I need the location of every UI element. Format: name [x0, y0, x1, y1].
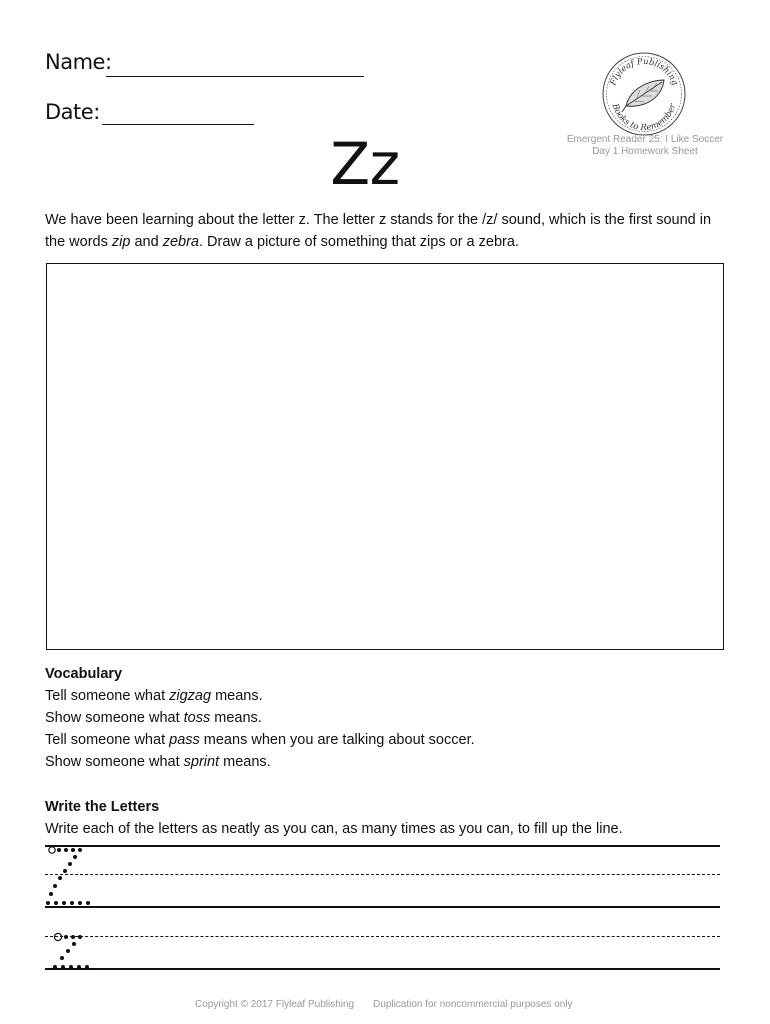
- date-label: Date:: [45, 100, 100, 124]
- lowercase-z-tracing-icon: [45, 908, 95, 970]
- handwriting-midline: [45, 874, 720, 875]
- vocab-word: toss: [183, 710, 211, 726]
- intro-text-2: and: [130, 234, 163, 250]
- reader-title: Emergent Reader 25: I Like Soccer: [566, 134, 724, 145]
- write-letters-heading: Write the Letters: [45, 799, 160, 815]
- vocab-line: Tell someone what zigzag means.: [45, 688, 263, 704]
- logo-text-top: Flyleaf Publishing: [608, 56, 680, 87]
- handwriting-base-line[interactable]: [45, 968, 720, 970]
- handwriting-top-line: [45, 845, 720, 847]
- intro-paragraph: [45, 209, 735, 253]
- vocab-line: Show someone what toss means.: [45, 710, 262, 726]
- intro-word-zip: zip: [111, 234, 131, 250]
- homework-sheet-label: Day 1 Homework Sheet: [592, 146, 698, 157]
- uppercase-z-tracing-icon: [45, 845, 95, 907]
- write-letters-instruction: Write each of the letters as neatly as you can, as many times as you can, to fill up the line.: [45, 821, 623, 837]
- logo-text-bottom: Books to Remember: [609, 102, 679, 134]
- vocab-line: Tell someone what pass means when you are talking about soccer.: [45, 732, 475, 748]
- vocab-word: pass: [169, 732, 200, 748]
- vocabulary-heading: Vocabulary: [45, 666, 123, 682]
- name-label: Name:: [45, 50, 112, 74]
- drawing-box[interactable]: [46, 263, 724, 650]
- footer-duplication-note: Duplication for noncommercial purposes only: [373, 999, 573, 1010]
- svg-text:Books to Remember: [609, 102, 678, 134]
- intro-text-1: We have been learning about the letter z. The letter z stands for the /z/ sound, which is the first sound in the words: [45, 212, 712, 250]
- handwriting-midline: [45, 936, 720, 937]
- featured-letter: Zz: [330, 130, 400, 198]
- handwriting-base-line[interactable]: [45, 906, 720, 908]
- flyleaf-publishing-logo: [600, 50, 688, 138]
- date-write-line[interactable]: [102, 124, 254, 125]
- vocab-word: sprint: [183, 754, 220, 770]
- leaf-icon: [622, 80, 664, 112]
- intro-word-zebra: zebra: [162, 234, 199, 250]
- vocab-line: Show someone what sprint means.: [45, 754, 271, 770]
- vocab-word: zigzag: [169, 688, 212, 704]
- name-write-line[interactable]: [106, 76, 364, 77]
- intro-text-3: . Draw a picture of something that zips or a zebra.: [198, 234, 519, 250]
- footer-copyright: Copyright © 2017 Flyleaf Publishing: [195, 999, 355, 1010]
